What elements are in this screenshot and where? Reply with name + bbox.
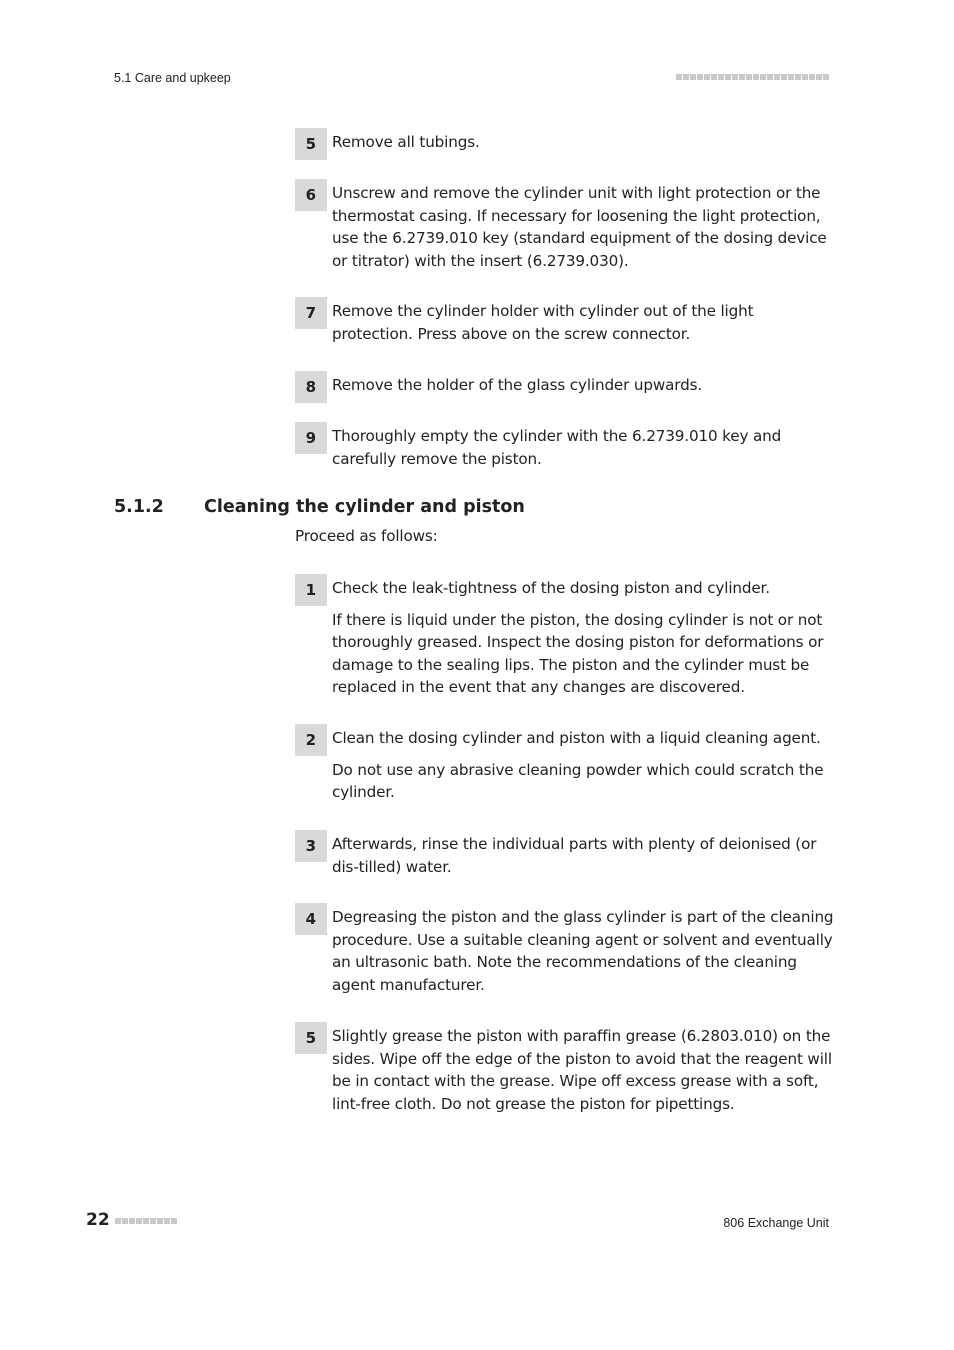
- step-item: [295, 297, 835, 345]
- step-item: [295, 1022, 835, 1115]
- section-title: Cleaning the cylinder and piston: [204, 497, 525, 517]
- section-intro: Proceed as follows:: [295, 527, 438, 545]
- step-item: [295, 830, 835, 878]
- step-number: 9: [295, 422, 327, 454]
- step-number: 3: [295, 830, 327, 862]
- step-item: [295, 574, 835, 699]
- step-text: Remove all tubings.: [332, 133, 480, 151]
- running-header: 5.1 Care and upkeep: [114, 71, 231, 85]
- step-text: Degreasing the piston and the glass cylinder is part of the cleaning procedure. Use a suitable cleaning agent or solvent and eventually an ultrasonic bath. Note the recommendations of the cleaning agent manufacturer.: [332, 908, 834, 994]
- step-item: [295, 179, 835, 272]
- step-text: Remove the holder of the glass cylinder upwards.: [332, 376, 703, 394]
- page-number: 22: [86, 1210, 110, 1230]
- step-item: [295, 724, 835, 804]
- step-text: Remove the cylinder holder with cylinder out of the light protection. Press above on the screw connector.: [332, 302, 754, 343]
- step-number: 5: [295, 128, 327, 160]
- step-item: [295, 128, 835, 154]
- step-number: 1: [295, 574, 327, 606]
- step-text: Thoroughly empty the cylinder with the 6.2739.010 key and carefully remove the piston.: [332, 427, 782, 468]
- step-number: 6: [295, 179, 327, 211]
- step-item: [295, 903, 835, 996]
- step-number: 4: [295, 903, 327, 935]
- step-note: If there is liquid under the piston, the dosing cylinder is not or not thoroughly greased. Inspect the dosing piston for deformations or damage to the sealing lips. The piston and the cylinder must be replaced in the event that any changes are discovered.: [332, 610, 824, 696]
- step-number: 8: [295, 371, 327, 403]
- step-text: Unscrew and remove the cylinder unit with light protection or the thermostat casing. If necessary for loosening the light protection, use the 6.2739.010 key (standard equipment of the dosing device or titrator) with the insert (6.2739.030).: [332, 184, 827, 270]
- step-note: Do not use any abrasive cleaning powder which could scratch the cylinder.: [332, 760, 824, 801]
- step-text: Clean the dosing cylinder and piston with a liquid cleaning agent.: [332, 729, 821, 747]
- header-dot-bar: [676, 74, 829, 80]
- step-text: Check the leak-tightness of the dosing piston and cylinder.: [332, 579, 770, 597]
- step-number: 2: [295, 724, 327, 756]
- footer-dot-bar: [115, 1218, 177, 1224]
- step-item: [295, 422, 835, 470]
- step-text: Slightly grease the piston with paraffin grease (6.2803.010) on the sides. Wipe off the edge of the piston to avoid that the reagent will be in contact with the grease. Wipe off excess grease with a soft, lint-free cloth. Do not grease the piston for pipettings.: [332, 1027, 832, 1113]
- step-item: [295, 371, 835, 397]
- step-text: Afterwards, rinse the individual parts with plenty of deionised (or dis-tilled) water.: [332, 835, 817, 876]
- section-heading: [114, 497, 525, 517]
- footer-title: 806 Exchange Unit: [723, 1216, 829, 1230]
- step-number: 5: [295, 1022, 327, 1054]
- section-number: 5.1.2: [114, 497, 164, 517]
- step-number: 7: [295, 297, 327, 329]
